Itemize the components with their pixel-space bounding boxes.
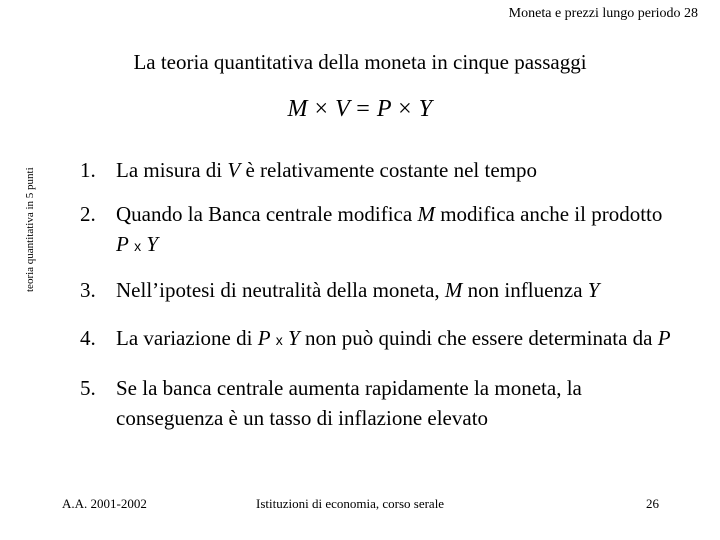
formula-times-2: ×: [398, 96, 413, 122]
list-item-text: Se la banca centrale aumenta rapidamente la moneta, la conseguenza è un tasso di inflazione elevato: [116, 376, 582, 430]
list-item-text: modifica anche il prodotto: [434, 202, 663, 226]
list-item-text: La variazione di: [116, 326, 258, 350]
formula-p: P: [376, 96, 392, 122]
list-item-variable: P: [116, 232, 129, 256]
formula-m: M: [287, 96, 309, 122]
formula-y: Y: [418, 96, 433, 122]
footer-page-number: 26: [646, 496, 659, 511]
list-item-variable: Y: [587, 278, 600, 302]
footer-course: Istituzioni di economia, corso serale: [256, 496, 445, 511]
list-item-number: 1.: [80, 158, 96, 182]
formula-v: V: [335, 96, 350, 122]
list-item-variable: Y: [288, 326, 300, 350]
list-item: [80, 155, 680, 185]
list-item-text: Nell’ipotesi di neutralità della moneta,: [116, 278, 445, 302]
footer-academic-year: A.A. 2001-2002: [62, 496, 147, 511]
side-label: teoria quantitativa in 5 punti: [24, 167, 36, 292]
list-item-times: x: [275, 332, 283, 348]
slide-header-label: Moneta e prezzi lungo periodo 28: [508, 6, 698, 21]
list-item-number: 3.: [80, 278, 96, 302]
list-item-variable: Y: [146, 232, 159, 256]
list-item-times: x: [134, 238, 142, 254]
list-item: [80, 199, 680, 261]
list-item-text: è relativamente costante nel tempo: [240, 158, 538, 182]
formula-times-1: ×: [314, 96, 329, 122]
list-item-text: Quando la Banca centrale modifica: [116, 202, 418, 226]
numbered-list: [80, 155, 680, 433]
list-item-text: non può quindi che essere determinata da: [299, 326, 658, 350]
list-item-number: 2.: [80, 202, 96, 226]
formula: [0, 96, 720, 123]
list-item-text: La misura di: [116, 158, 228, 182]
list-item-variable: M: [417, 202, 435, 226]
list-item: [80, 275, 680, 305]
list-item-number: 4.: [80, 326, 96, 350]
formula-equals: =: [356, 96, 371, 122]
list-item-text: non influenza: [462, 278, 588, 302]
list-item-number: 5.: [80, 376, 96, 400]
list-item-variable: V: [227, 158, 241, 182]
list-item-variable: P: [257, 326, 271, 350]
list-item-variable: M: [444, 278, 463, 302]
list-item: [80, 373, 680, 433]
page-title: La teoria quantitativa della moneta in cinque passaggi: [133, 50, 587, 74]
list-item-variable: P: [657, 326, 671, 350]
list-item: [80, 323, 680, 355]
